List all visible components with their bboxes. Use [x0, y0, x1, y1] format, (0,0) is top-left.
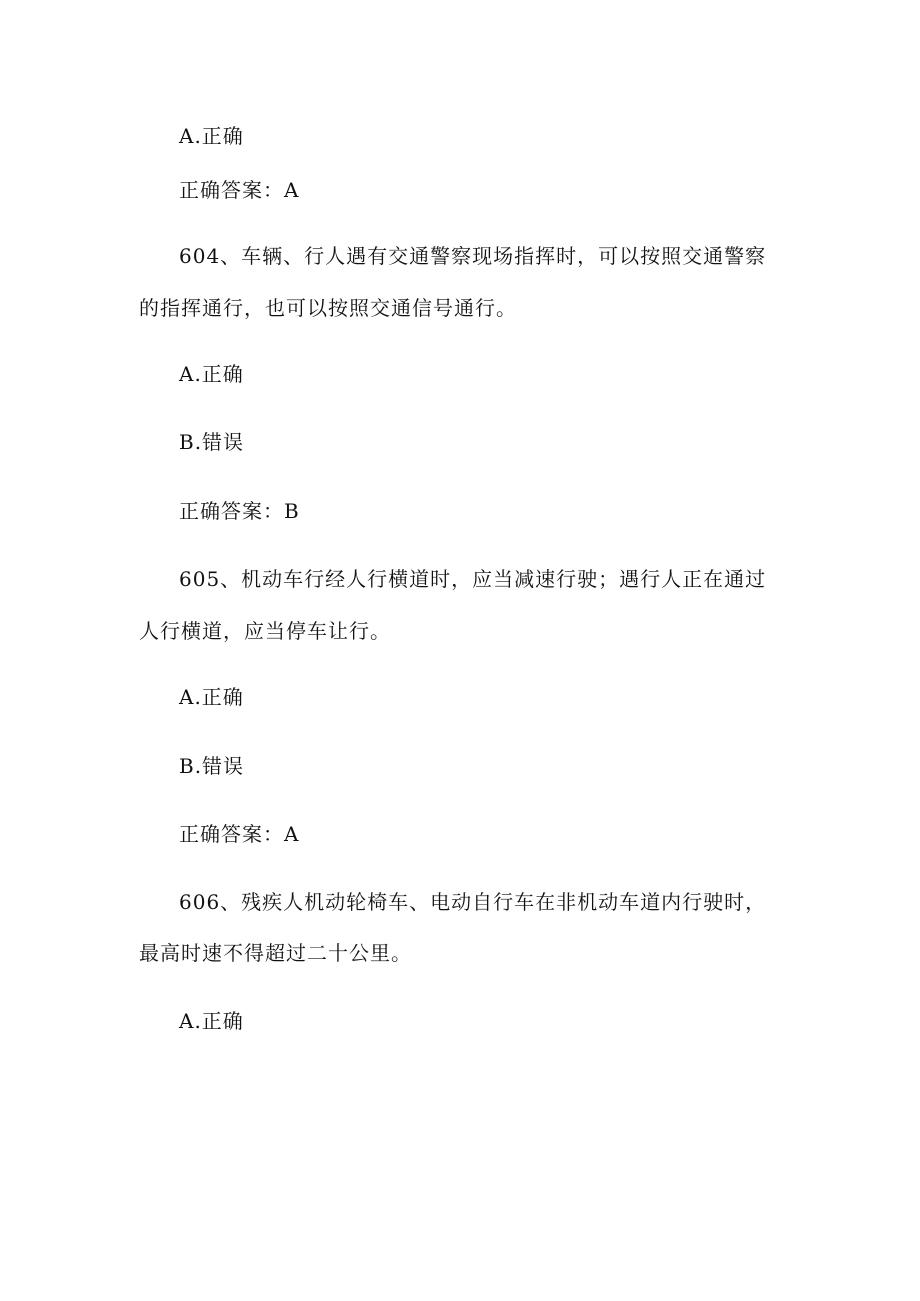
question-604-line-2: 的指挥通行，也可以按照交通信号通行。: [139, 296, 517, 320]
question-605-line-1: 605、机动车行经人行横道时，应当减速行驶；遇行人正在通过: [179, 567, 767, 591]
option-b: B.错误: [179, 430, 245, 454]
question-606-line-2: 最高时速不得超过二十公里。: [139, 941, 412, 965]
question-605-line-2: 人行横道，应当停车让行。: [139, 619, 391, 643]
option-a: A.正确: [179, 685, 244, 709]
question-604-line-1: 604、车辆、行人遇有交通警察现场指挥时，可以按照交通警察: [179, 244, 767, 268]
question-606-line-1: 606、残疾人机动轮椅车、电动自行车在非机动车道内行驶时，: [179, 890, 767, 914]
option-a: A.正确: [179, 1009, 244, 1033]
answer-line: 正确答案：A: [179, 822, 300, 846]
option-a: A.正确: [179, 362, 244, 386]
answer-line: 正确答案：B: [179, 499, 300, 523]
option-a: A.正确: [179, 124, 244, 148]
option-b: B.错误: [179, 754, 245, 778]
answer-line: 正确答案：A: [179, 178, 300, 202]
